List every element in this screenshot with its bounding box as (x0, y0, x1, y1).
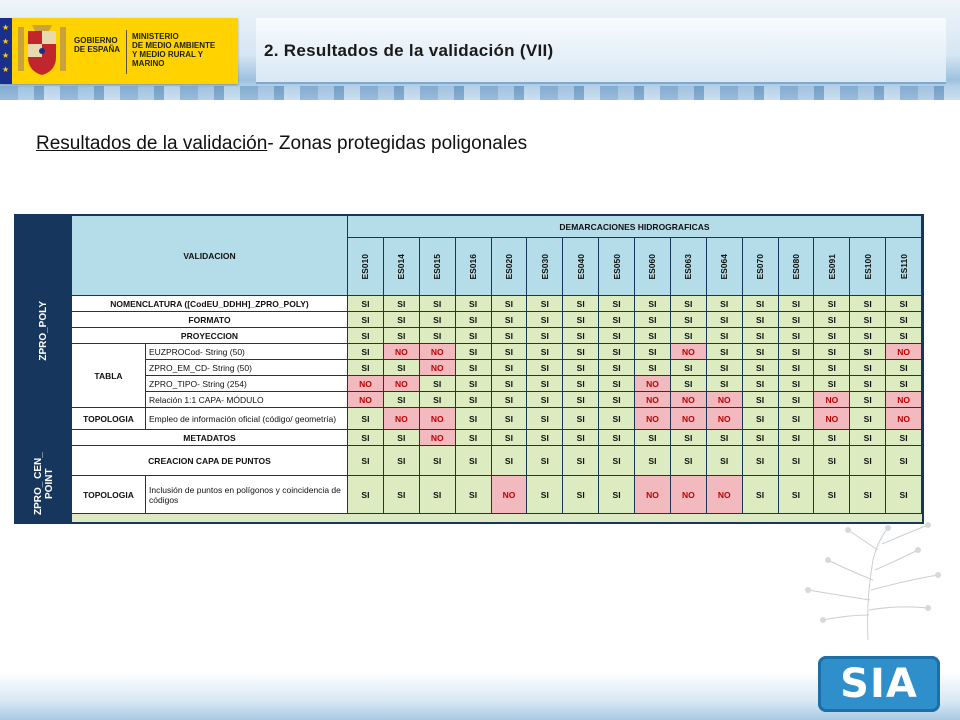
column-header-label: ES010 (360, 253, 371, 280)
table-cell: SI (743, 312, 779, 328)
table-cell: SI (599, 328, 635, 344)
table-cell: SI (814, 446, 850, 476)
table-cell: SI (456, 476, 492, 514)
table-cell: SI (671, 328, 707, 344)
table-cell: SI (599, 296, 635, 312)
table-cell: NO (886, 344, 922, 360)
column-header-label: ES020 (503, 253, 514, 280)
table-cell: SI (420, 312, 456, 328)
table-cell: SI (743, 408, 779, 430)
table-cell: SI (635, 446, 671, 476)
table-cell: NO (707, 408, 743, 430)
column-header-label: ES064 (719, 253, 730, 280)
side-label-topologia-point: TOPOLOGIA (72, 476, 146, 514)
table-cell: SI (850, 476, 886, 514)
table-cell: SI (743, 328, 779, 344)
column-header-label: ES014 (396, 253, 407, 280)
column-header-es091 (814, 238, 850, 296)
table-cell: NO (348, 376, 384, 392)
table-cell: NO (420, 430, 456, 446)
validacion-header: VALIDACION (72, 216, 348, 296)
table-cell: NO (671, 408, 707, 430)
table-cell: SI (384, 476, 420, 514)
table-cell: SI (743, 376, 779, 392)
table-cell: SI (707, 328, 743, 344)
table-cell: SI (456, 446, 492, 476)
table-cell: SI (635, 430, 671, 446)
table-cell: SI (492, 392, 528, 408)
column-header-label: ES080 (790, 253, 801, 280)
column-header-label: ES016 (468, 253, 479, 280)
table-cell: SI (527, 328, 563, 344)
subtitle-rest: - Zonas protegidas poligonales (267, 133, 528, 154)
table-cell: SI (599, 376, 635, 392)
table-cell: SI (814, 430, 850, 446)
table-cell: SI (563, 430, 599, 446)
table-cell: SI (850, 312, 886, 328)
table-cell: SI (563, 328, 599, 344)
column-header-es080 (779, 238, 815, 296)
row-label: FORMATO (72, 312, 348, 328)
table-cell: SI (850, 328, 886, 344)
table-cell: SI (348, 296, 384, 312)
table-cell: SI (707, 376, 743, 392)
column-header-es050 (599, 238, 635, 296)
column-header-label: ES070 (755, 253, 766, 280)
table-cell: SI (779, 408, 815, 430)
table-cell: SI (671, 360, 707, 376)
table-cell: SI (814, 476, 850, 514)
table-cell: SI (671, 446, 707, 476)
table-cell: SI (348, 476, 384, 514)
column-header-es030 (527, 238, 563, 296)
ministerio-text: MINISTERIO DE MEDIO AMBIENTE Y MEDIO RURAL Y MARINO (132, 32, 216, 68)
table-cell: SI (456, 408, 492, 430)
table-cell: SI (850, 376, 886, 392)
table-cell: SI (527, 408, 563, 430)
group-label-zpro-poly (16, 216, 72, 446)
table-cell: SI (492, 344, 528, 360)
table-cell: SI (814, 344, 850, 360)
table-cell: SI (527, 476, 563, 514)
table-cell: SI (635, 328, 671, 344)
table-cell: SI (563, 392, 599, 408)
column-header-es060 (635, 238, 671, 296)
table-cell: NO (671, 476, 707, 514)
group-label-zpro-cen-point (16, 446, 72, 522)
column-header-es040 (563, 238, 599, 296)
column-header-label: ES110 (898, 253, 909, 280)
table-cell: NO (384, 408, 420, 430)
table-cell: NO (814, 408, 850, 430)
column-header-label: ES015 (432, 253, 443, 280)
table-cell: SI (563, 476, 599, 514)
table-cell: NO (707, 476, 743, 514)
column-header-es010 (348, 238, 384, 296)
table-cell: SI (492, 408, 528, 430)
table-cell: SI (456, 296, 492, 312)
table-cell: SI (671, 296, 707, 312)
table-cell: NO (420, 344, 456, 360)
table-cell: SI (814, 376, 850, 392)
table-cell: SI (850, 446, 886, 476)
header-wave-decoration (0, 86, 960, 100)
row-label: PROYECCION (72, 328, 348, 344)
table-cell: SI (707, 296, 743, 312)
table-cell: SI (348, 446, 384, 476)
table-cell: SI (635, 344, 671, 360)
table-cell: SI (850, 296, 886, 312)
row-label: CREACION CAPA DE PUNTOS (72, 446, 348, 476)
sia-logo: SIA (818, 656, 940, 712)
table-cell: SI (563, 360, 599, 376)
column-header-es063 (671, 238, 707, 296)
table-cell: SI (527, 360, 563, 376)
table-cell: NO (420, 408, 456, 430)
table-cell: SI (671, 312, 707, 328)
table-cell: SI (456, 360, 492, 376)
table-cell: SI (348, 430, 384, 446)
table-cell: SI (599, 392, 635, 408)
table-cell: SI (886, 312, 922, 328)
table-cell: SI (527, 296, 563, 312)
group-label-zpro-cen-point-text: ZPRO_ CEN_ POINT (32, 452, 55, 515)
table-cell: SI (779, 392, 815, 408)
column-header-es016 (456, 238, 492, 296)
column-header-es110 (886, 238, 922, 296)
table-cell: SI (779, 296, 815, 312)
side-label-tabla: TABLA (72, 344, 146, 408)
table-cell: SI (599, 344, 635, 360)
table-cell: SI (384, 328, 420, 344)
table-cell: NO (635, 476, 671, 514)
table-cell: SI (348, 344, 384, 360)
subtitle (36, 133, 527, 155)
table-cell: SI (886, 446, 922, 476)
table-cell: NO (492, 476, 528, 514)
plant-decoration-icon (778, 520, 948, 640)
table-cell: SI (563, 344, 599, 360)
table-cell: SI (420, 476, 456, 514)
title-box (256, 18, 946, 84)
table-cell: SI (563, 446, 599, 476)
column-header-es100 (850, 238, 886, 296)
table-cell: SI (456, 344, 492, 360)
table-cell: NO (348, 392, 384, 408)
table-cell: SI (456, 328, 492, 344)
table-cell: SI (563, 296, 599, 312)
table-cell: NO (384, 344, 420, 360)
table-cell: SI (779, 344, 815, 360)
table-cell: NO (635, 408, 671, 430)
table-cell: SI (599, 408, 635, 430)
table-cell: SI (348, 312, 384, 328)
table-cell: SI (779, 328, 815, 344)
subtitle-underlined: Resultados de la validación (36, 133, 268, 154)
table-cell: SI (779, 430, 815, 446)
table-cell: SI (850, 430, 886, 446)
table-cell: SI (743, 446, 779, 476)
table-cell: NO (635, 376, 671, 392)
row-label: ZPRO_TIPO- String (254) (146, 376, 348, 392)
table-cell: SI (492, 296, 528, 312)
table-cell: SI (384, 392, 420, 408)
table-cell: SI (707, 430, 743, 446)
table-cell: NO (707, 392, 743, 408)
table-cell: SI (886, 360, 922, 376)
table-cell: NO (420, 360, 456, 376)
table-cell: SI (527, 312, 563, 328)
row-label: EUZPROCod- String (50) (146, 344, 348, 360)
table-cell: SI (527, 344, 563, 360)
table-cell: SI (348, 360, 384, 376)
table-cell: SI (384, 296, 420, 312)
table-cell: SI (850, 344, 886, 360)
column-header-es014 (384, 238, 420, 296)
coat-of-arms-icon (16, 21, 68, 81)
table-cell: SI (779, 446, 815, 476)
table-cell: SI (635, 360, 671, 376)
table-cell: SI (492, 430, 528, 446)
table-cell: SI (563, 376, 599, 392)
table-cell: SI (743, 360, 779, 376)
table-cell: SI (527, 376, 563, 392)
table-cell: SI (779, 376, 815, 392)
table-cell: SI (527, 430, 563, 446)
table-cell: SI (707, 360, 743, 376)
table-cell: SI (384, 360, 420, 376)
table-cell: SI (635, 312, 671, 328)
table-cell: SI (743, 392, 779, 408)
table-cell: SI (743, 344, 779, 360)
table-cell: NO (886, 408, 922, 430)
table-cell: NO (671, 392, 707, 408)
table-cell: SI (599, 430, 635, 446)
table-cell: SI (707, 344, 743, 360)
table-cell: SI (456, 312, 492, 328)
table-cell: SI (850, 360, 886, 376)
column-header-es015 (420, 238, 456, 296)
column-header-es064 (707, 238, 743, 296)
table-cell: SI (850, 392, 886, 408)
table-cell: SI (886, 376, 922, 392)
table-cell: NO (384, 376, 420, 392)
table-cell: SI (420, 328, 456, 344)
logo-divider (126, 30, 127, 74)
table-cell: SI (563, 408, 599, 430)
table-cell: SI (814, 312, 850, 328)
table-cell: SI (743, 476, 779, 514)
row-label: NOMENCLATURA ([CodEU_DDHH]_ZPRO_POLY) (72, 296, 348, 312)
table-cell: SI (671, 376, 707, 392)
table-cell: SI (779, 476, 815, 514)
government-logo (0, 18, 238, 84)
table-cell: SI (635, 296, 671, 312)
table-cell: SI (492, 446, 528, 476)
slide-title: 2. Resultados de la validación (VII) (264, 41, 554, 60)
demarcaciones-header: DEMARCACIONES HIDROGRAFICAS (348, 216, 922, 238)
table-cell: SI (779, 312, 815, 328)
table-cell: SI (886, 328, 922, 344)
table-cell: SI (527, 446, 563, 476)
table-cell: SI (527, 392, 563, 408)
column-header-label: ES091 (826, 253, 837, 280)
table-cell: SI (743, 296, 779, 312)
table-cell: NO (635, 392, 671, 408)
table-cell: SI (599, 446, 635, 476)
table-cell: SI (456, 392, 492, 408)
table-cell: SI (420, 446, 456, 476)
table-cell: SI (420, 376, 456, 392)
row-label: Inclusión de puntos en polígonos y coincidencia de códigos (146, 476, 348, 514)
column-header-label: ES050 (611, 253, 622, 280)
row-label: Relación 1:1 CAPA- MÓDULO (146, 392, 348, 408)
table-cell: SI (779, 360, 815, 376)
table-cell: SI (492, 360, 528, 376)
table-cell: SI (814, 360, 850, 376)
column-header-es070 (743, 238, 779, 296)
table-cell: SI (563, 312, 599, 328)
bottom-band (0, 672, 960, 720)
table-cell: SI (886, 296, 922, 312)
table-cell: SI (886, 430, 922, 446)
table-cell: SI (348, 408, 384, 430)
table-cell: SI (384, 312, 420, 328)
table-cell: SI (384, 446, 420, 476)
table-cell: SI (384, 430, 420, 446)
table-cell: SI (492, 376, 528, 392)
table-cell: SI (599, 476, 635, 514)
table-cell: SI (492, 312, 528, 328)
side-label-topologia: TOPOLOGIA (72, 408, 146, 430)
table-cell: NO (814, 392, 850, 408)
table-cell: SI (886, 476, 922, 514)
row-label: ZPRO_EM_CD- String (50) (146, 360, 348, 376)
column-header-label: ES030 (539, 253, 550, 280)
validation-table (14, 214, 924, 524)
column-header-label: ES060 (647, 253, 658, 280)
table-cell: SI (456, 376, 492, 392)
table-cell: NO (886, 392, 922, 408)
table-cell: SI (420, 296, 456, 312)
eu-flag-icon: ★ ★ ★ ★ (0, 18, 12, 84)
table-cell: SI (348, 328, 384, 344)
gobierno-text: GOBIERNO DE ESPAÑA (74, 36, 121, 54)
column-header-label: ES040 (575, 253, 586, 280)
table-cell: SI (456, 430, 492, 446)
table-cell: SI (707, 312, 743, 328)
table-cell: SI (599, 312, 635, 328)
table-cell: SI (492, 328, 528, 344)
row-label: Empleo de información oficial (código/ geometría) (146, 408, 348, 430)
column-header-label: ES063 (683, 253, 694, 280)
table-cell: SI (671, 430, 707, 446)
table-cell: SI (420, 392, 456, 408)
column-header-label: ES100 (862, 253, 873, 280)
table-cell: SI (707, 446, 743, 476)
group-label-zpro-poly-text: ZPRO_POLY (38, 300, 49, 361)
column-header-es020 (492, 238, 528, 296)
table-cell: NO (671, 344, 707, 360)
table-cell: SI (850, 408, 886, 430)
table-cell: SI (814, 328, 850, 344)
table-cell: SI (814, 296, 850, 312)
row-label: METADATOS (72, 430, 348, 446)
table-cell: SI (743, 430, 779, 446)
table-cell: SI (599, 360, 635, 376)
